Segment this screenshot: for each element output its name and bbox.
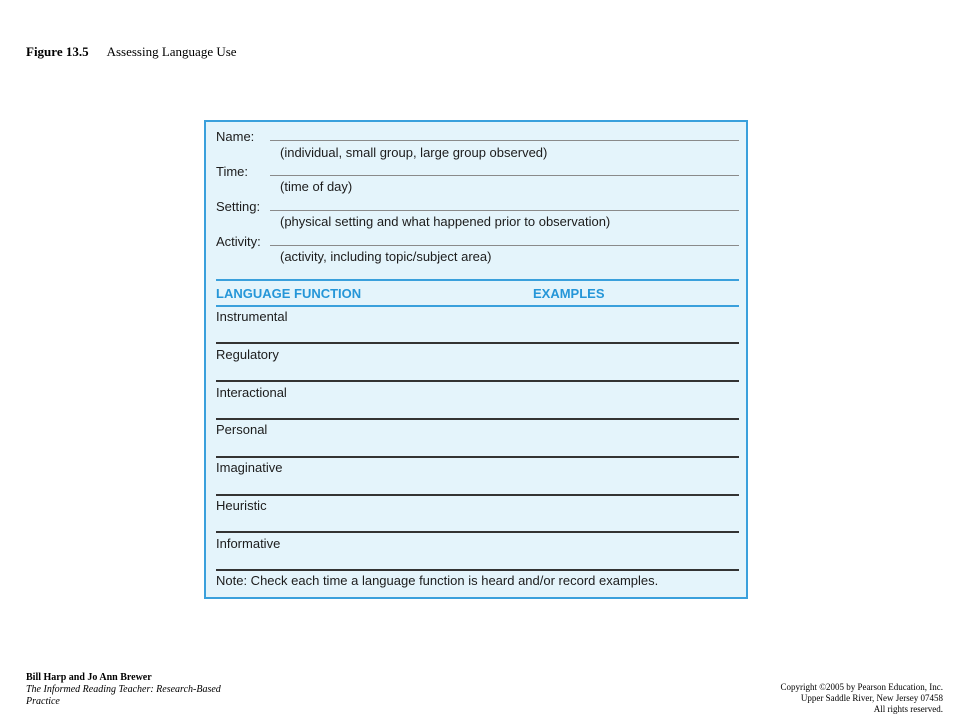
activity-entry-line[interactable] [270,245,739,246]
row-rule [216,418,739,420]
language-assessment-form [204,120,748,599]
function-label-informative: Informative [216,536,281,551]
row-rule [216,569,739,571]
field-label-time: Time: [216,164,249,179]
figure-title [26,44,237,60]
figure-number: Figure 13.5 [26,44,89,59]
function-label-instrumental: Instrumental [216,309,288,324]
field-hint-time: (time of day) [280,179,353,194]
footer-authors: Bill Harp and Jo Ann Brewer [26,672,152,683]
footer-book-title: The Informed Reading Teacher: Research-Based Practice [26,684,221,707]
row-rule [216,531,739,533]
row-rule [216,380,739,382]
footer-copyright [780,682,943,715]
field-label-name: Name: [216,129,255,144]
row-rule [216,494,739,496]
field-hint-activity: (activity, including topic/subject area) [280,249,492,264]
row-rule [216,456,739,458]
copyright-line: All rights reserved. [873,704,943,714]
field-label-activity: Activity: [216,234,261,249]
header-top-rule [216,279,739,281]
footer-citation [26,672,246,708]
function-label-interactional: Interactional [216,385,287,400]
function-label-imaginative: Imaginative [216,460,283,475]
time-entry-line[interactable] [270,175,739,176]
examples-header: EXAMPLES [533,286,605,301]
function-label-regulatory: Regulatory [216,347,279,362]
row-rule [216,342,739,344]
copyright-line: Copyright ©2005 by Pearson Education, Inc. [780,682,943,692]
field-hint-setting: (physical setting and what happened prior to observation) [280,214,611,229]
form-note: Note: Check each time a language function is heard and/or record examples. [216,573,659,588]
field-label-setting: Setting: [216,199,261,214]
function-label-personal: Personal [216,422,268,437]
name-entry-line[interactable] [270,140,739,141]
copyright-line: Upper Saddle River, New Jersey 07458 [800,693,943,703]
header-bottom-rule [216,305,739,307]
language-function-header: LANGUAGE FUNCTION [216,286,362,301]
function-label-heuristic: Heuristic [216,498,267,513]
field-hint-name: (individual, small group, large group observed) [280,145,548,160]
figure-caption: Assessing Language Use [106,44,237,59]
setting-entry-line[interactable] [270,210,739,211]
